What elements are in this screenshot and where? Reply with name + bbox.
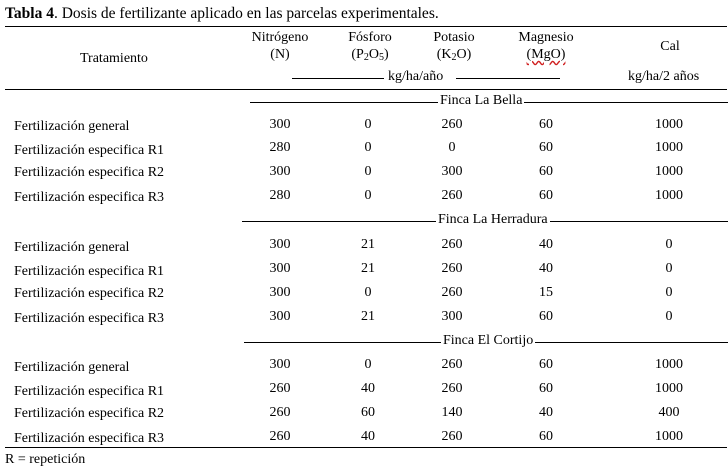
cell-lime: 1000: [655, 164, 683, 179]
header-lime: Cal: [660, 39, 680, 54]
cell-phosphorus: 40: [361, 381, 375, 396]
row-treatment: Fertilización especifica R3: [14, 311, 165, 326]
row-treatment: Fertilización general: [14, 119, 130, 134]
cell-potassium: 260: [441, 429, 463, 444]
cell-nitrogen: 300: [269, 309, 291, 324]
cell-lime: 1000: [655, 357, 683, 372]
row-treatment: Fertilización especifica R1: [14, 264, 165, 279]
cell-phosphorus: 21: [361, 309, 375, 324]
cell-nitrogen: 280: [269, 188, 291, 203]
header-phosphorus-formula: $(P_2O_5)$: [351, 47, 389, 63]
cell-lime: 1000: [655, 381, 683, 396]
row-treatment: Fertilización especifica R2: [14, 286, 165, 301]
cell-lime: 1000: [655, 429, 683, 444]
cell-potassium: 260: [441, 237, 463, 252]
header-phosphorus-name: Fósforo: [348, 30, 392, 45]
cell-lime: 0: [665, 237, 673, 252]
cell-potassium: 300: [441, 309, 463, 324]
cell-magnesium: 40: [539, 261, 553, 276]
section-title: Finca El Cortijo: [443, 333, 534, 348]
cell-lime: 1000: [655, 188, 683, 203]
top-rule: [5, 26, 727, 27]
header-treatment: Tratamiento: [80, 51, 148, 66]
header-nitrogen-formula: (N): [270, 47, 290, 62]
header-nitrogen: [238, 29, 322, 63]
cell-magnesium: 60: [539, 164, 553, 179]
cell-phosphorus: 0: [364, 140, 372, 155]
cell-nitrogen: 300: [269, 261, 291, 276]
cell-potassium: 260: [441, 381, 463, 396]
cell-magnesium: 60: [539, 381, 553, 396]
cell-magnesium: 60: [539, 188, 553, 203]
row-treatment: Fertilización especifica R3: [14, 190, 165, 205]
bottom-rule: [5, 447, 727, 448]
section-title: Finca La Herradura: [438, 212, 548, 227]
section-title: Finca La Bella: [440, 93, 523, 108]
cell-phosphorus: 0: [364, 357, 372, 372]
units-lime: kg/ha/2 años: [628, 69, 700, 84]
cell-lime: 1000: [655, 140, 683, 155]
cell-nitrogen: 300: [269, 357, 291, 372]
cell-potassium: 140: [441, 405, 463, 420]
row-treatment: Fertilización general: [14, 240, 130, 255]
cell-nitrogen: 260: [269, 429, 291, 444]
cell-magnesium: 60: [539, 309, 553, 324]
units-main: kg/ha/año: [388, 69, 444, 84]
row-treatment: Fertilización especifica R2: [14, 165, 165, 180]
header-potassium: [412, 29, 496, 66]
cell-potassium: 0: [448, 140, 456, 155]
cell-phosphorus: 21: [361, 261, 375, 276]
cell-phosphorus: 21: [361, 237, 375, 252]
cell-magnesium: 15: [539, 285, 553, 300]
cell-lime: 0: [665, 309, 673, 324]
header-nitrogen-name: Nitrógeno: [251, 30, 309, 45]
row-treatment: Fertilización especifica R1: [14, 143, 165, 158]
cell-nitrogen: 300: [269, 164, 291, 179]
cell-phosphorus: 60: [361, 405, 375, 420]
header-magnesium-name: Magnesio: [518, 30, 574, 45]
cell-nitrogen: 260: [269, 381, 291, 396]
header-magnesium: [502, 29, 590, 63]
cell-phosphorus: 0: [364, 188, 372, 203]
cell-lime: 1000: [655, 117, 683, 132]
row-treatment: Fertilización especifica R1: [14, 384, 165, 399]
row-treatment: Fertilización especifica R2: [14, 406, 165, 421]
caption-label: Tabla 4: [5, 5, 54, 22]
cell-lime: 400: [658, 405, 680, 420]
footnote: R = repetición: [5, 452, 86, 467]
cell-phosphorus: 40: [361, 429, 375, 444]
cell-magnesium: 60: [539, 357, 553, 372]
cell-magnesium: 60: [539, 117, 553, 132]
cell-nitrogen: 300: [269, 117, 291, 132]
header-rule: [5, 89, 727, 90]
cell-nitrogen: 280: [269, 140, 291, 155]
table-caption: [5, 5, 439, 23]
cell-potassium: 260: [441, 285, 463, 300]
caption-text: . Dosis de fertilizante aplicado en las parcelas experimentales.: [53, 5, 439, 22]
header-phosphorus: [328, 29, 412, 66]
cell-potassium: 260: [441, 357, 463, 372]
cell-nitrogen: 260: [269, 405, 291, 420]
cell-magnesium: 60: [539, 429, 553, 444]
cell-nitrogen: 300: [269, 285, 291, 300]
cell-magnesium: 40: [539, 405, 553, 420]
cell-phosphorus: 0: [364, 285, 372, 300]
cell-nitrogen: 300: [269, 237, 291, 252]
cell-magnesium: 40: [539, 237, 553, 252]
cell-potassium: 300: [441, 164, 463, 179]
units-line-right: [456, 78, 560, 79]
cell-potassium: 260: [441, 188, 463, 203]
cell-magnesium: 60: [539, 140, 553, 155]
row-treatment: Fertilización especifica R3: [14, 431, 165, 446]
header-potassium-formula: $(K_2O)$: [436, 47, 472, 63]
header-potassium-name: Potasio: [433, 30, 475, 45]
row-treatment: Fertilización general: [14, 360, 130, 375]
units-line-left: [292, 78, 384, 79]
cell-lime: 0: [665, 285, 673, 300]
cell-lime: 0: [665, 261, 673, 276]
cell-phosphorus: 0: [364, 117, 372, 132]
cell-potassium: 260: [441, 117, 463, 132]
cell-potassium: 260: [441, 261, 463, 276]
header-magnesium-formula: (MgO): [526, 47, 566, 62]
cell-phosphorus: 0: [364, 164, 372, 179]
